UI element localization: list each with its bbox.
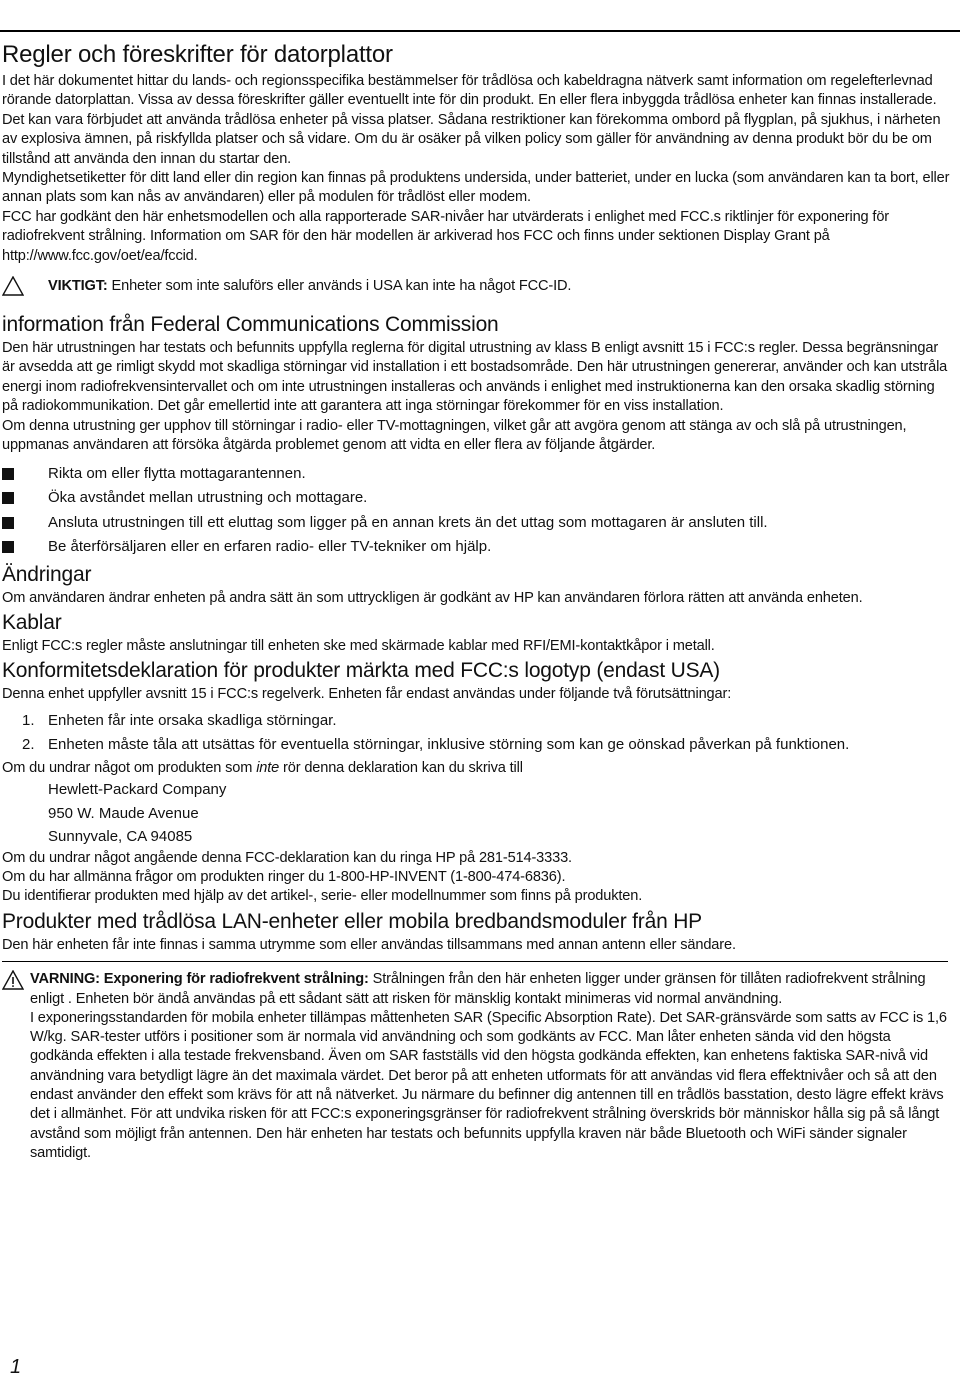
bullet-square-icon: [2, 517, 14, 529]
wireless-text: Den här enheten får inte finnas i samma utrymme som eller användas tillsammans med annan antenn eller sändare.: [2, 936, 736, 953]
list-item: Be återförsäljaren eller en erfaren radio- eller TV-tekniker om hjälp.: [2, 535, 952, 560]
wireless-heading: Produkter med trådlösa LAN-enheter eller mobila bredbandsmoduler från HP: [2, 909, 702, 933]
rf-exposure-warning: [2, 970, 952, 1163]
intro-paragraph-1: I det här dokumentet hittar du lands- och regionsspecifika bestämmelser för trådlösa och kabeldragna nätverk samt information om regelefterlevnad rörande datorplattan. Vissa av dessa föreskrifter gäller eventuellt inte för din produkt. En eller flera inbyggda trådlösa enheter kan finnas installerade. Det kan vara förbjudet att använda trådlösa enheter på vissa platser. Sådana restriktioner kan förekomma ombord på flygplan, på sjukhus, i närheten av explosiva ämnen, på riskfyllda platser och så vidare. Om du är osäker på vilken policy som gäller för användning av denna produkt bör du be om tillstånd att använda den innan du startar den.: [2, 73, 941, 167]
bullet-square-icon: [2, 468, 14, 480]
list-item: 1. Enheten får inte orsaka skadliga störningar.: [22, 711, 337, 729]
hp-address: [2, 778, 952, 849]
contact-line-3: Du identifierar produkten med hjälp av det artikel-, serie- eller modellnummer som finns på produkten.: [2, 888, 643, 905]
cables-text: Enligt FCC:s regler måste anslutningar till enheten ske med skärmade kablar med RFI/EMI-kontaktkåpor i metall.: [2, 637, 715, 654]
important-text: Enheter som inte saluförs eller används i USA kan inte ha något FCC-ID.: [107, 278, 572, 295]
warning-text-2: I exponeringsstandarden för mobila enheter tillämpas måttenheten SAR (Specific Absorption Rate). Det SAR-gränsvärde som satts av FCC is 1,6 W/kg. SAR-tester utförs i positioner som är normala vid användning och som godkänts av FCC. Man låter enheten sända vid den högsta godkända effekten i alla testade frekvensband. Även om SAR fastställs vid den högsta godkända effekten, kan enhetens faktiska SAR-nivå vid användning vara betydligt lägre än det maximala värdet. Det beror på att enheten utformats för att användas vid flera effektnivåer och så att den endast använder den effekt som krävs för att nå nätverket. Ju närmare du befinner dig antennen till en trådlös basstation, desto lägre effekt krävs det i allmänhet. För att undvika risken för att FCC:s exponeringsgränser för radiofrekvent strålning överskrids bör människor hålla sig på så långt avstånd som möjligt från antennen. Den här enheten har testats och befunnits uppfylla kraven när både Bluetooth och WiFi sänder signaler samtidigt.: [30, 1009, 947, 1161]
declaration-intro: Denna enhet uppfyller avsnitt 15 i FCC:s regelverk. Enheten får endast användas under följande två förutsättningar:: [2, 686, 732, 703]
page-title: Regler och föreskrifter för datorplattor: [2, 41, 393, 68]
list-item: Öka avståndet mellan utrustning och mottagare.: [2, 486, 952, 511]
list-item: Rikta om eller flytta mottagarantennen.: [2, 462, 952, 487]
warning-triangle-icon: [2, 970, 24, 996]
warning-text-1: Strålningen från den här enheten ligger under gränsen för tillåten radiofrekvent strålning enligt . Enheten bör ändå användas på ett sådant sätt att risken för mänsklig kontakt minimeras vid normal användning.: [30, 971, 926, 1007]
list-item: Ansluta utrustningen till ett eluttag som ligger på en annan krets än det uttag som mottagaren är ansluten till.: [2, 511, 952, 536]
top-rule: [0, 30, 960, 32]
declaration-question: Om du undrar något om produkten som inte rör denna deklaration kan du skriva till: [2, 759, 523, 776]
important-notice: [2, 276, 952, 296]
contact-line-1: Om du undrar något angående denna FCC-deklaration kan du ringa HP på 281-514-3333.: [2, 849, 572, 866]
address-line: Hewlett-Packard Company: [48, 781, 227, 799]
conditions-list: [2, 709, 952, 757]
intro-paragraph-2: Myndighetsetiketter för ditt land eller din region kan finnas på produktens undersida, under batteriet, under en lucka (som användaren kan ta bort, eller annan plats som kan nås av användaren) eller på modulen för trådlöst eller modem.: [2, 170, 950, 206]
fcc-paragraph-1: Den här utrustningen har testats och befunnits uppfylla reglerna för digital utrustning av klass B enligt avsnitt 15 i FCC:s regler. Dessa begränsningar är avsedda att ge rimligt skydd mot skadliga störningar vid installation i ett bostadsområde. Den här utrustningen genererar, använder och kan utstråla energi inom radiofrekvensintervallet och om inte utrustningen installeras och används i enlighet med instruktionerna kan den orsaka skadlig störning på radiokommunikation. Det går emellertid inte att garantera att inga störningar förekommer för en viss installation.: [2, 340, 948, 415]
fcc-heading: information från Federal Communications Commission: [2, 313, 499, 337]
list-item: 2. Enheten måste tåla att utsättas för eventuella störningar, inklusive störning som kan ge oönskad påverkan på funktionen.: [22, 735, 850, 753]
address-line: 950 W. Maude Avenue: [48, 804, 199, 822]
bullet-square-icon: [2, 541, 14, 553]
caution-triangle-icon: [2, 276, 24, 302]
changes-text: Om användaren ändrar enheten på andra sätt än som uttryckligen är godkänt av HP kan användaren förlora rätten att använda enheten.: [2, 589, 863, 606]
contact-line-2: Om du har allmänna frågor om produkten ringer du 1-800-HP-INVENT (1-800-474-6836).: [2, 869, 566, 886]
cables-heading: Kablar: [2, 610, 62, 634]
declaration-heading: Konformitetsdeklaration för produkter märkta med FCC:s logotyp (endast USA): [2, 659, 720, 683]
address-line: Sunnyvale, CA 94085: [48, 828, 193, 846]
section-divider: [2, 961, 948, 962]
fcc-measures-list: [2, 462, 952, 560]
document-body: [2, 38, 952, 1163]
important-label: VIKTIGT:: [48, 278, 108, 295]
changes-heading: Ändringar: [2, 562, 92, 586]
bullet-square-icon: [2, 492, 14, 504]
fcc-paragraph-2: Om denna utrustning ger upphov till störningar i radio- eller TV-mottagningen, vilket går att avgöra genom att stänga av och slå på utrustningen, uppmanas användaren att försöka åtgärda problemet genom att vidta en eller flera av följande åtgärder.: [2, 417, 907, 454]
page-number: 1: [10, 1356, 22, 1378]
warning-label: VARNING: Exponering för radiofrekvent strålning:: [30, 971, 369, 988]
intro-paragraph-3: FCC har godkänt den här enhetsmodellen och alla rapporterade SAR-nivåer har utvärderats i enlighet med FCC.s riktlinjer för exponering för radiofrekvent strålning. Information om SAR för den här modellen är arkiverad hos FCC och finns under sektionen Display Grant på http://www.fcc.gov/oet/ea/fccid.: [2, 208, 890, 264]
